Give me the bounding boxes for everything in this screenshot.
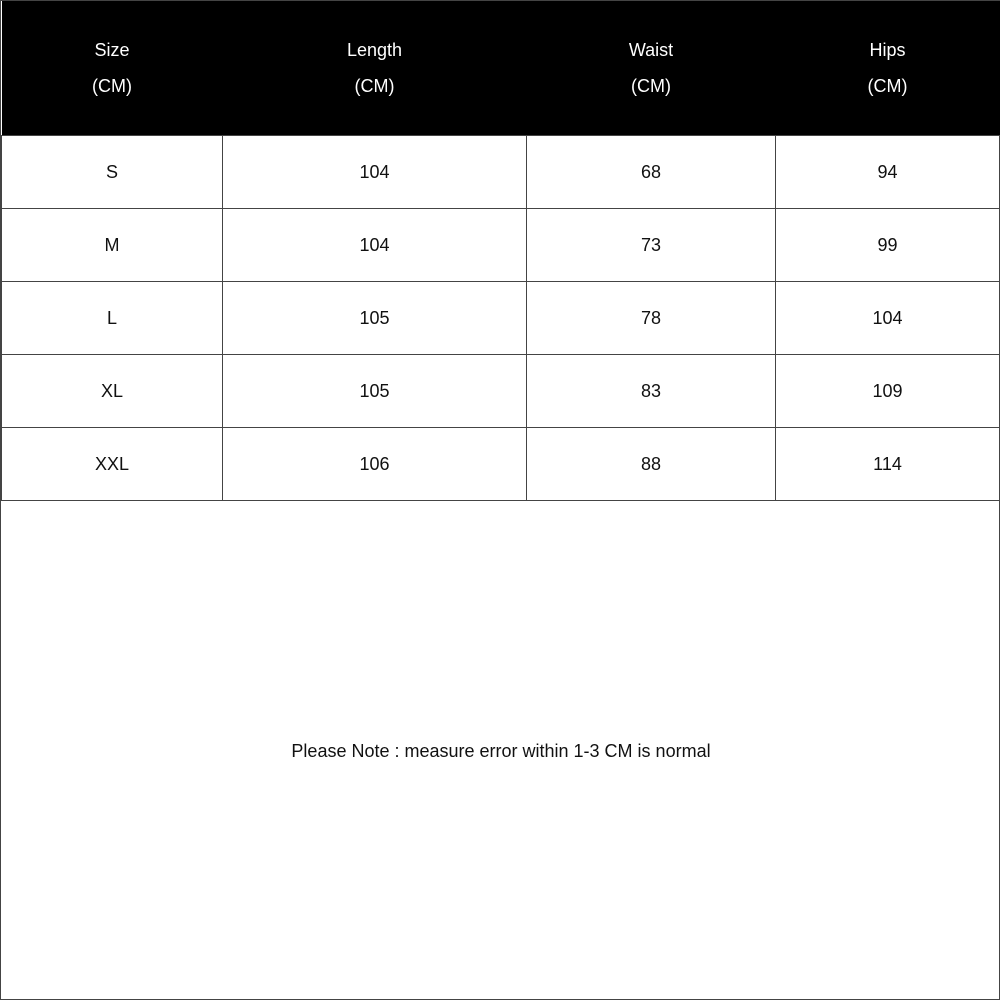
size-chart-table [1,1,1000,501]
cell-length: 104 [223,209,527,282]
header-length-unit: (CM) [354,76,395,96]
table-row [2,355,1000,428]
cell-size: L [2,282,223,355]
cell-length: 106 [223,428,527,501]
measurement-note: Please Note : measure error within 1-3 CM is normal [291,741,711,761]
header-waist-unit: (CM) [631,76,671,96]
cell-length: 105 [223,355,527,428]
cell-waist: 73 [527,209,776,282]
table-row [2,282,1000,355]
cell-hips: 104 [776,282,1000,355]
header-size-unit: (CM) [92,76,132,96]
header-size-name: Size [94,40,130,60]
header-row [2,1,1000,136]
cell-hips: 94 [776,136,1000,209]
table-row [2,209,1000,282]
header-hips-unit: (CM) [867,76,908,96]
header-hips [776,1,1000,136]
cell-length: 105 [223,282,527,355]
table-row [2,136,1000,209]
cell-waist: 83 [527,355,776,428]
header-length-name: Length [346,40,403,60]
table-row [2,428,1000,501]
cell-size: XXL [2,428,223,501]
cell-waist: 88 [527,428,776,501]
cell-length: 104 [223,136,527,209]
cell-size: XL [2,355,223,428]
header-size [2,1,223,136]
cell-hips: 114 [776,428,1000,501]
header-waist [527,1,776,136]
cell-hips: 109 [776,355,1000,428]
cell-waist: 68 [527,136,776,209]
cell-waist: 78 [527,282,776,355]
header-hips-name: Hips [869,40,906,60]
cell-hips: 99 [776,209,1000,282]
header-length [223,1,527,136]
cell-size: S [2,136,223,209]
header-waist-name: Waist [628,40,674,60]
cell-size: M [2,209,223,282]
